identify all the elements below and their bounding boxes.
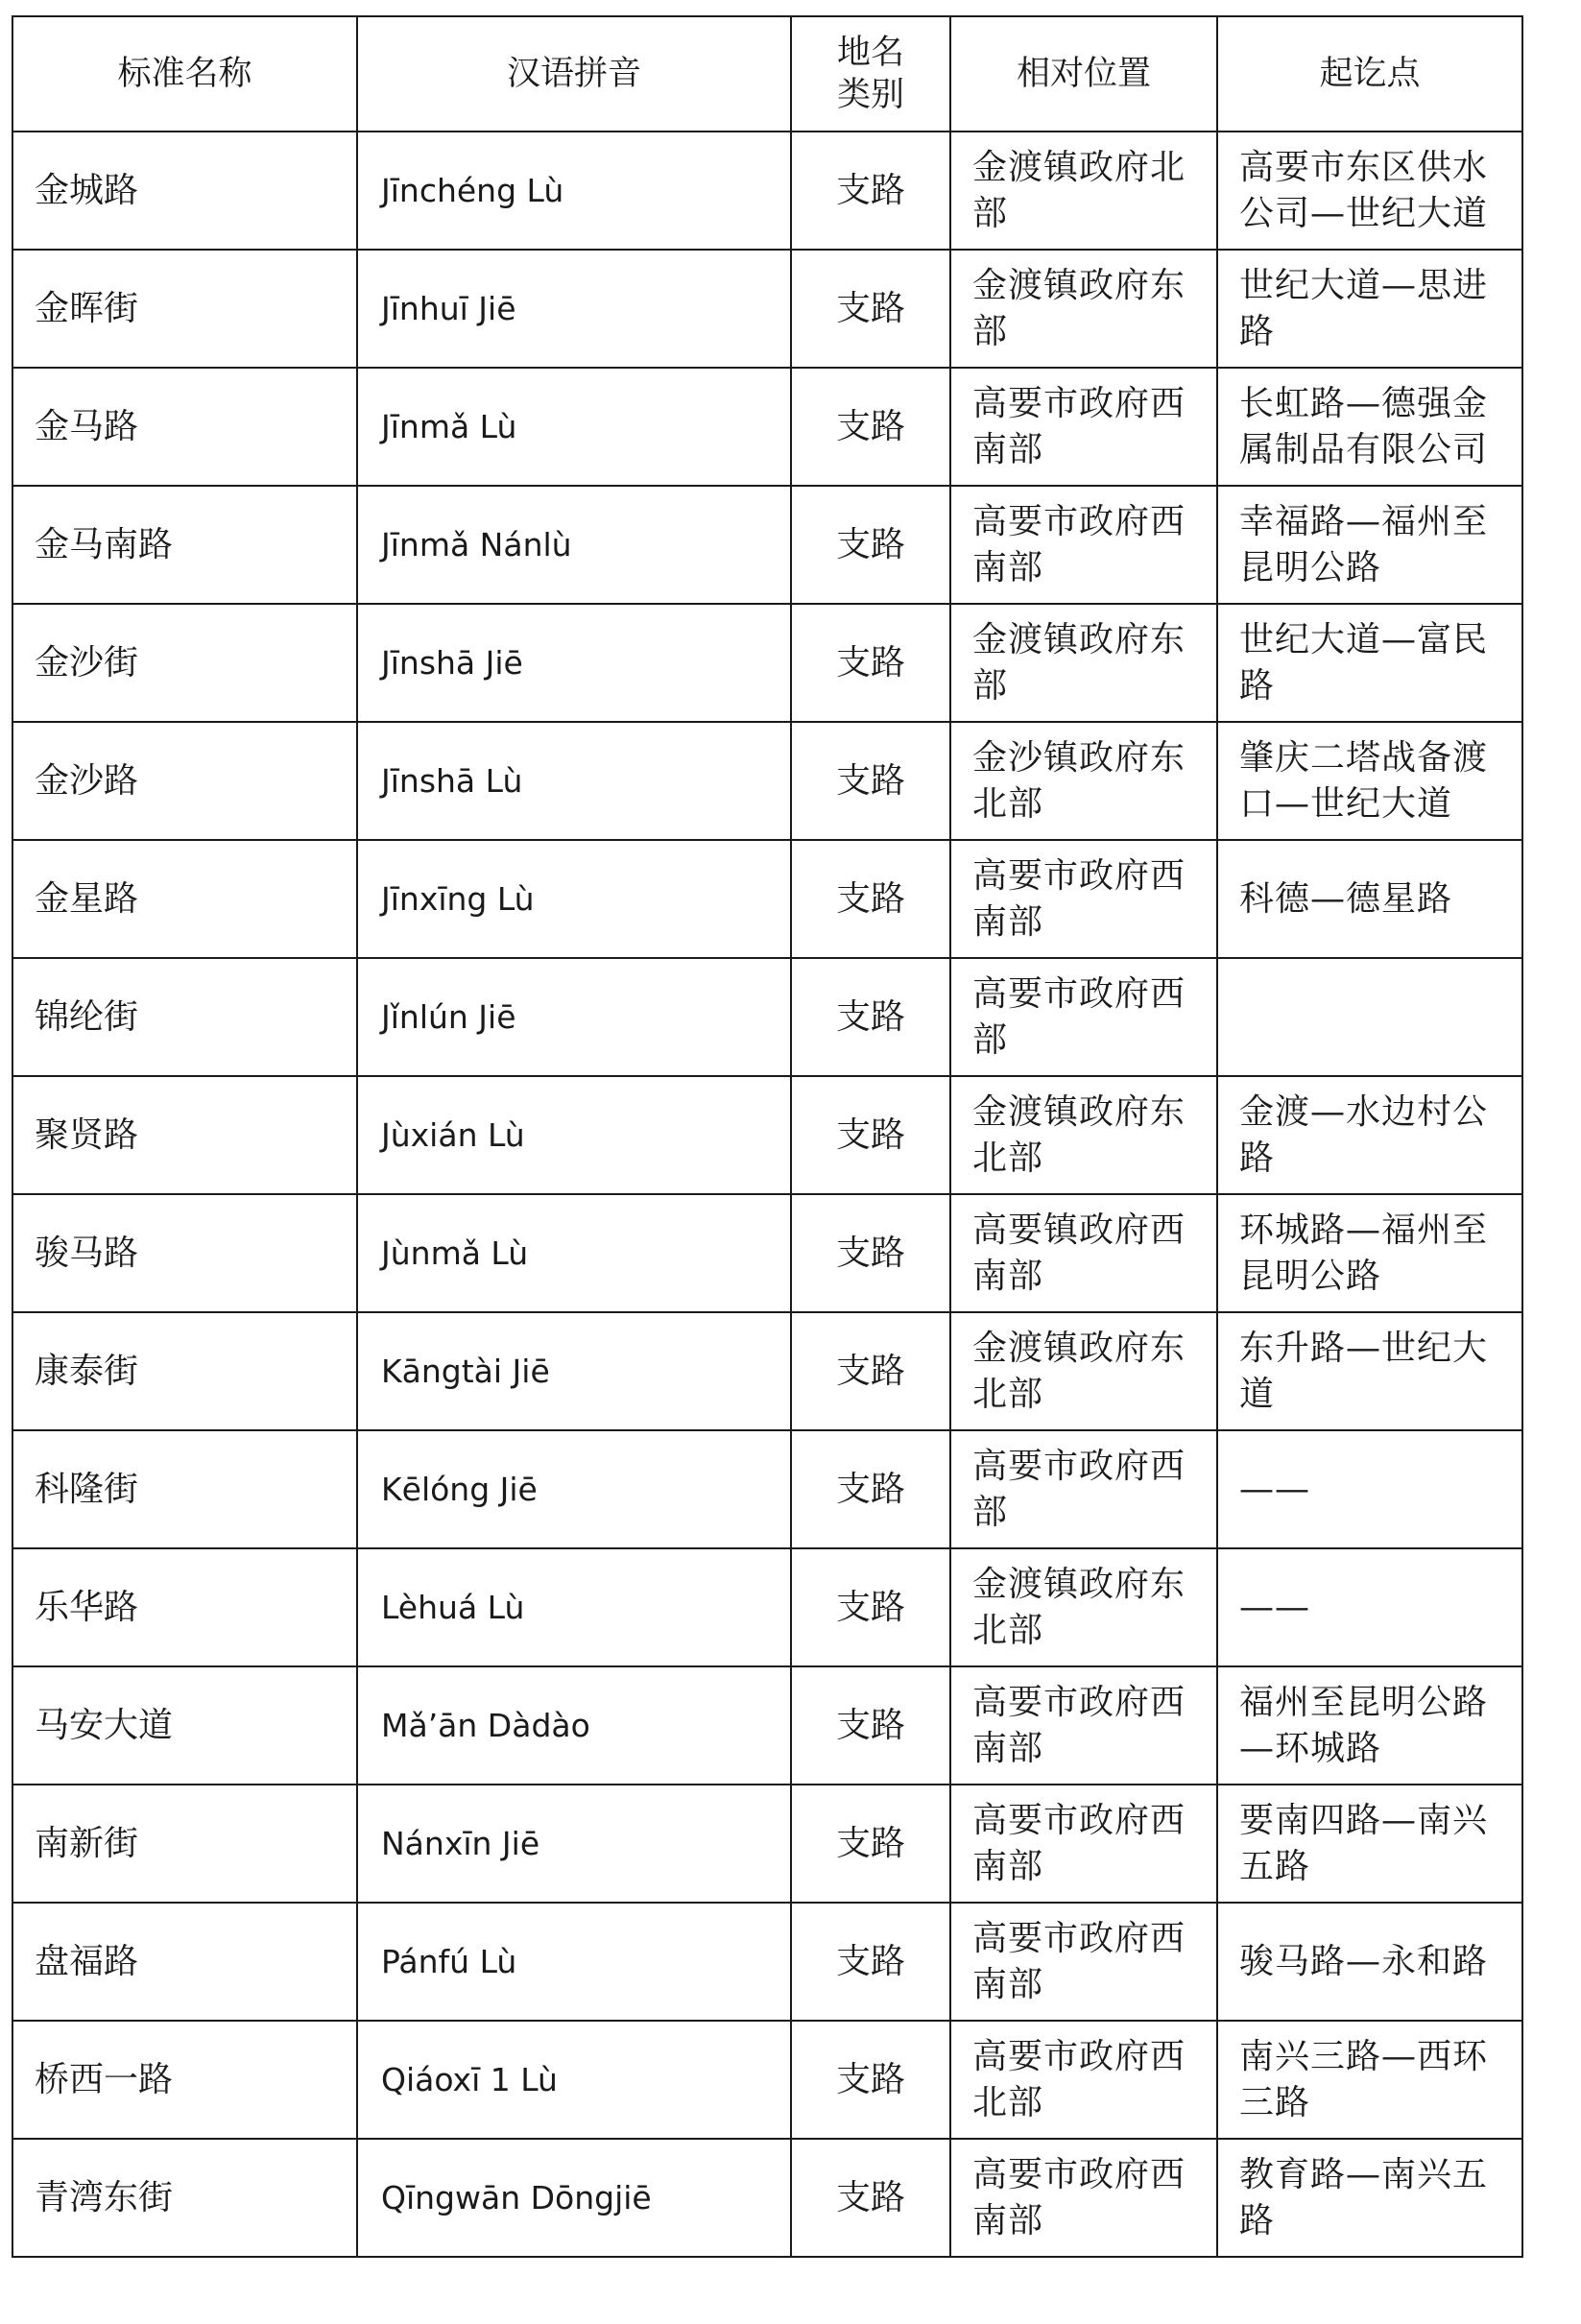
table-row: [12, 1194, 1522, 1312]
cell-start-end: 科德—德星路: [1217, 840, 1522, 958]
cell-pinyin: Mǎ’ān Dàdào: [357, 1666, 791, 1785]
cell-start-end: 世纪大道—富民路: [1217, 604, 1522, 722]
cell-relative-position: 金渡镇政府东北部: [950, 1076, 1217, 1194]
cell-start-end: 长虹路—德强金属制品有限公司: [1217, 368, 1522, 486]
cell-category: 支路: [791, 1666, 950, 1785]
cell-relative-position: 高要市政府西南部: [950, 2139, 1217, 2257]
table-row: [12, 958, 1522, 1076]
cell-start-end: ——: [1217, 1548, 1522, 1666]
cell-pinyin: Qiáoxī 1 Lù: [357, 2021, 791, 2139]
cell-relative-position: 高要市政府西部: [950, 1430, 1217, 1548]
cell-standard-name: 金马路: [12, 368, 357, 486]
cell-relative-position: 高要市政府西南部: [950, 368, 1217, 486]
cell-pinyin: Qīngwān Dōngjiē: [357, 2139, 791, 2257]
cell-relative-position: 高要市政府西南部: [950, 486, 1217, 604]
cell-start-end: 教育路—南兴五路: [1217, 2139, 1522, 2257]
cell-standard-name: 金晖街: [12, 250, 357, 368]
cell-start-end: 金渡—水边村公路: [1217, 1076, 1522, 1194]
table-header: [12, 16, 1522, 132]
place-name-table-sheet: [12, 15, 1523, 2258]
cell-category: 支路: [791, 840, 950, 958]
cell-standard-name: 金星路: [12, 840, 357, 958]
cell-category: 支路: [791, 958, 950, 1076]
table-row: [12, 604, 1522, 722]
cell-relative-position: 高要市政府西南部: [950, 840, 1217, 958]
header-standard-name: 标准名称: [12, 16, 357, 132]
cell-standard-name: 聚贤路: [12, 1076, 357, 1194]
table-row: [12, 1548, 1522, 1666]
cell-standard-name: 南新街: [12, 1785, 357, 1903]
table-row: [12, 368, 1522, 486]
cell-pinyin: Jǐnlún Jiē: [357, 958, 791, 1076]
cell-category: 支路: [791, 2021, 950, 2139]
cell-standard-name: 锦纶街: [12, 958, 357, 1076]
table-row: [12, 2021, 1522, 2139]
cell-start-end: 肇庆二塔战备渡口—世纪大道: [1217, 722, 1522, 840]
table-row: [12, 1430, 1522, 1548]
cell-pinyin: Pánfú Lù: [357, 1903, 791, 2021]
cell-category: 支路: [791, 1785, 950, 1903]
cell-standard-name: 桥西一路: [12, 2021, 357, 2139]
cell-category: 支路: [791, 1312, 950, 1430]
table-row: [12, 1312, 1522, 1430]
cell-standard-name: 金沙路: [12, 722, 357, 840]
cell-start-end: 环城路—福州至昆明公路: [1217, 1194, 1522, 1312]
table-body: [12, 132, 1522, 2257]
cell-start-end: 南兴三路—西环三路: [1217, 2021, 1522, 2139]
cell-pinyin: Jīnxīng Lù: [357, 840, 791, 958]
header-pinyin: 汉语拼音: [357, 16, 791, 132]
cell-start-end: ——: [1217, 1430, 1522, 1548]
cell-standard-name: 骏马路: [12, 1194, 357, 1312]
cell-category: 支路: [791, 2139, 950, 2257]
cell-pinyin: Jùxián Lù: [357, 1076, 791, 1194]
table-row: [12, 250, 1522, 368]
cell-standard-name: 金马南路: [12, 486, 357, 604]
cell-category: 支路: [791, 1194, 950, 1312]
table-row: [12, 486, 1522, 604]
cell-relative-position: 金渡镇政府东部: [950, 250, 1217, 368]
cell-relative-position: 高要镇政府西南部: [950, 1194, 1217, 1312]
cell-category: 支路: [791, 604, 950, 722]
cell-relative-position: 高要市政府西南部: [950, 1666, 1217, 1785]
table-row: [12, 1076, 1522, 1194]
header-category: [791, 16, 950, 132]
cell-pinyin: Lèhuá Lù: [357, 1548, 791, 1666]
cell-standard-name: 盘福路: [12, 1903, 357, 2021]
cell-start-end: 幸福路—福州至昆明公路: [1217, 486, 1522, 604]
place-name-table: [12, 15, 1523, 2258]
cell-pinyin: Jīnmǎ Lù: [357, 368, 791, 486]
cell-pinyin: Kāngtài Jiē: [357, 1312, 791, 1430]
cell-start-end: 要南四路—南兴五路: [1217, 1785, 1522, 1903]
cell-relative-position: 金渡镇政府东北部: [950, 1548, 1217, 1666]
table-row: [12, 1903, 1522, 2021]
cell-category: 支路: [791, 368, 950, 486]
cell-start-end: 世纪大道—思进路: [1217, 250, 1522, 368]
cell-pinyin: Jīnshā Lù: [357, 722, 791, 840]
cell-pinyin: Jīnhuī Jiē: [357, 250, 791, 368]
table-row: [12, 722, 1522, 840]
cell-relative-position: 高要市政府西南部: [950, 1903, 1217, 2021]
table-row: [12, 2139, 1522, 2257]
cell-relative-position: 金渡镇政府北部: [950, 132, 1217, 250]
cell-start-end: [1217, 958, 1522, 1076]
cell-pinyin: Nánxīn Jiē: [357, 1785, 791, 1903]
table-row: [12, 840, 1522, 958]
cell-standard-name: 乐华路: [12, 1548, 357, 1666]
table-row: [12, 132, 1522, 250]
cell-start-end: 福州至昆明公路—环城路: [1217, 1666, 1522, 1785]
table-row: [12, 1666, 1522, 1785]
cell-standard-name: 马安大道: [12, 1666, 357, 1785]
cell-relative-position: 金沙镇政府东北部: [950, 722, 1217, 840]
cell-standard-name: 金沙街: [12, 604, 357, 722]
cell-category: 支路: [791, 1076, 950, 1194]
cell-standard-name: 金城路: [12, 132, 357, 250]
cell-category: 支路: [791, 722, 950, 840]
cell-pinyin: Kēlóng Jiē: [357, 1430, 791, 1548]
cell-category: 支路: [791, 1430, 950, 1548]
cell-pinyin: Jīnchéng Lù: [357, 132, 791, 250]
cell-relative-position: 金渡镇政府东北部: [950, 1312, 1217, 1430]
header-row: [12, 16, 1522, 132]
cell-relative-position: 高要市政府西部: [950, 958, 1217, 1076]
cell-start-end: 高要市东区供水公司—世纪大道: [1217, 132, 1522, 250]
cell-standard-name: 科隆街: [12, 1430, 357, 1548]
header-relative-position: 相对位置: [950, 16, 1217, 132]
cell-category: 支路: [791, 1903, 950, 2021]
cell-pinyin: Jùnmǎ Lù: [357, 1194, 791, 1312]
header-category-line2: 类别: [836, 76, 904, 114]
header-start-end: 起讫点: [1217, 16, 1522, 132]
cell-start-end: 骏马路—永和路: [1217, 1903, 1522, 2021]
cell-relative-position: 金渡镇政府东部: [950, 604, 1217, 722]
cell-category: 支路: [791, 250, 950, 368]
cell-category: 支路: [791, 486, 950, 604]
cell-pinyin: Jīnmǎ Nánlù: [357, 486, 791, 604]
cell-start-end: 东升路—世纪大道: [1217, 1312, 1522, 1430]
cell-standard-name: 青湾东街: [12, 2139, 357, 2257]
table-row: [12, 1785, 1522, 1903]
cell-relative-position: 高要市政府西南部: [950, 1785, 1217, 1903]
cell-pinyin: Jīnshā Jiē: [357, 604, 791, 722]
cell-standard-name: 康泰街: [12, 1312, 357, 1430]
cell-category: 支路: [791, 132, 950, 250]
cell-relative-position: 高要市政府西北部: [950, 2021, 1217, 2139]
cell-category: 支路: [791, 1548, 950, 1666]
header-category-line1: 地名: [836, 34, 904, 72]
